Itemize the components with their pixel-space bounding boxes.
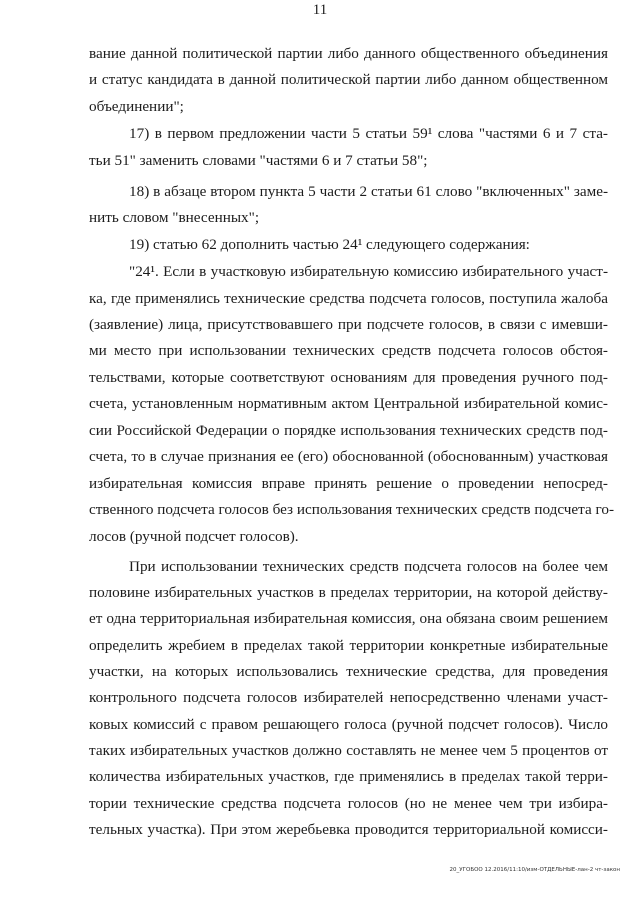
text-line: тьи 51" заменить словами "частями 6 и 7 статьи 58"; <box>89 152 428 169</box>
text-line: счета, установленным нормативным актом Центральной избирательной комис- <box>89 395 608 412</box>
text-line: избирательная комиссия вправе принять решение о проведении непосред- <box>89 475 608 492</box>
page-number: 11 <box>312 2 328 18</box>
text-line: тельных участка). При этом жеребьевка проводится территориальной комисси- <box>89 821 608 838</box>
text-line: ет одна территориальная избирательная комиссия, она обязана своим решением <box>89 610 608 627</box>
text-line: тории технические средства подсчета голосов (но не менее чем три избира- <box>89 795 608 812</box>
text-line: сии Российской Федерации о порядке использования технических средств под- <box>89 422 608 439</box>
text-line: При использовании технических средств подсчета голосов на более чем <box>129 558 608 575</box>
text-line: ственного подсчета голосов без использования технических средств подсчета го- <box>89 501 615 518</box>
text-line: объединении"; <box>89 98 184 115</box>
text-line: контрольного подсчета голосов избирателей непосредственно членами участ- <box>89 689 608 706</box>
text-line: ковых комиссий с правом решающего голоса (ручной подсчет голосов). Число <box>89 716 608 733</box>
text-line: ка, где применялись технические средства подсчета голосов, поступила жалоба <box>89 290 608 307</box>
text-line: количества избирательных участков, где применялись в пределах такой терри- <box>89 768 608 785</box>
text-line: (заявление) лица, присутствовавшего при подсчете голосов, в связи с имевши- <box>89 316 608 333</box>
text-line: участки, на которых использовались технические средства, для проведения <box>89 663 608 680</box>
text-line: вание данной политической партии либо данного общественного объединения <box>89 45 608 62</box>
text-line: счета, то в случае признания ее (его) обоснованной (обоснованным) участковая <box>89 448 608 465</box>
document-footer: 20_УГОБОО 12.2016/11:10/изм-ОТДЕЛЬНЫЕ-лан-2 чт-закон <box>449 867 620 873</box>
text-line: нить словом "внесенных"; <box>89 209 260 226</box>
text-line: тельствами, которые соответствуют основаниям для проведения ручного под- <box>89 369 608 386</box>
text-line: ми место при использовании технических средств подсчета голосов обстоя- <box>89 342 608 359</box>
text-line: лосов (ручной подсчет голосов). <box>89 528 299 545</box>
text-line: 18) в абзаце втором пункта 5 части 2 статьи 61 слово "включенных" заме- <box>129 183 608 200</box>
text-line: 17) в первом предложении части 5 статьи 59¹ слова "частями 6 и 7 ста- <box>129 125 608 142</box>
text-line: половине избирательных участков в пределах территории, на которой действу- <box>89 584 608 601</box>
text-line: "24¹. Если в участковую избирательную комиссию избирательного участ- <box>129 263 608 280</box>
text-line: определить жребием в пределах такой территории конкретные избирательные <box>89 637 608 654</box>
text-line: и статус кандидата в данной политической партии либо данном общественном <box>89 71 608 88</box>
text-line: таких избирательных участков должно составлять не менее чем 5 процентов от <box>89 742 608 759</box>
text-line: 19) статью 62 дополнить частью 24¹ следующего содержания: <box>129 236 530 253</box>
